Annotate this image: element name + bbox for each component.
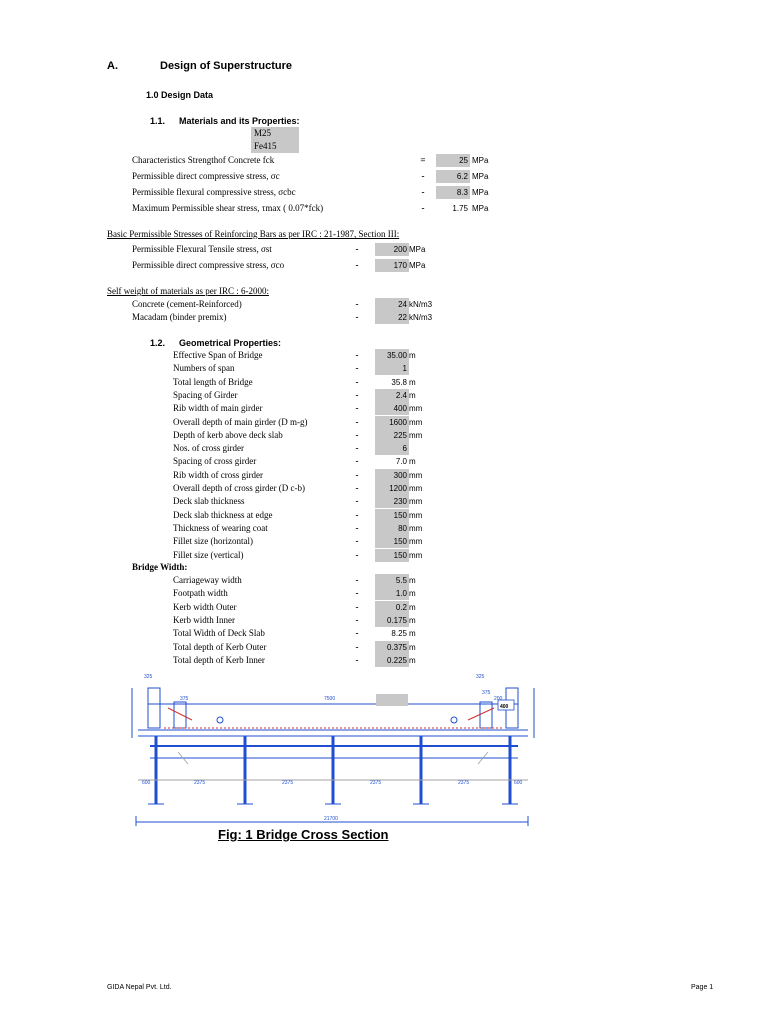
table-row [0, 389, 768, 402]
row-label: Kerb width Outer [173, 601, 237, 612]
row-unit: m [409, 457, 416, 467]
row-unit: m [409, 602, 416, 612]
dim-gap-4: 2375 [370, 780, 382, 786]
row-label: Rib width of main girder [173, 403, 263, 414]
row-unit: MPa [472, 172, 489, 181]
dim-bottom-total: 21700 [324, 816, 338, 822]
row-value: 6.2 [436, 170, 470, 183]
row-label: Deck slab thickness [173, 496, 245, 507]
row-operator: - [421, 187, 425, 197]
row-value: 225 [375, 429, 409, 442]
row-value: 2.4 [375, 389, 409, 402]
row-label: Maximum Permissible shear stress, τmax ( 0.07*fck) [132, 203, 324, 213]
row-label: Macadam (binder premix) [132, 312, 227, 322]
row-value: 400 [375, 402, 409, 415]
row-operator: - [355, 260, 359, 270]
row-operator: - [355, 641, 359, 652]
row-operator: - [355, 403, 359, 414]
table-row [0, 469, 768, 482]
row-unit: MPa [409, 245, 426, 254]
row-unit: kN/m3 [409, 313, 433, 322]
row-unit: m [409, 629, 416, 639]
row-operator: - [355, 588, 359, 599]
row-operator: - [421, 171, 425, 181]
row-unit: m [409, 655, 416, 665]
footer-page: Page 1 [691, 984, 714, 991]
table-row [0, 535, 768, 548]
table-row [0, 362, 768, 375]
table-row [0, 495, 768, 508]
table-row [0, 509, 768, 522]
geometry-title: Geometrical Properties: [179, 338, 282, 348]
row-operator: - [355, 509, 359, 520]
row-value: 22 [375, 311, 409, 324]
row-value: 35.8 [391, 377, 407, 387]
row-label: Total Width of Deck Slab [173, 628, 265, 639]
dim-top-left: 325 [144, 674, 153, 680]
dim-gap-5: 2375 [458, 780, 470, 786]
row-label: Permissible direct compressive stress, σco [132, 260, 285, 270]
row-operator: - [355, 376, 359, 387]
row-operator: - [355, 522, 359, 533]
row-label: Total depth of Kerb Outer [173, 641, 267, 652]
materials-title: Materials and its Properties: [179, 116, 300, 126]
row-value: 1.75 [452, 204, 468, 213]
row-value: 6 [375, 442, 409, 455]
row-value: 80 [375, 522, 409, 535]
row-value: 150 [375, 549, 409, 562]
row-unit: kN/m3 [409, 300, 433, 309]
table-row [0, 614, 768, 627]
table-row [0, 259, 768, 272]
row-label: Deck slab thickness at edge [173, 509, 273, 520]
row-label: Spacing of Girder [173, 389, 238, 400]
table-row [0, 202, 768, 215]
row-operator: - [355, 549, 359, 560]
row-label: Carriageway width [173, 575, 242, 585]
row-label: Kerb width Inner [173, 614, 235, 625]
table-row [0, 170, 768, 183]
table-row [0, 416, 768, 429]
row-unit: MPa [472, 188, 489, 197]
row-label: Spacing of cross girder [173, 456, 257, 467]
row-label: Total length of Bridge [173, 376, 253, 387]
row-value: 300 [375, 469, 409, 482]
materials-num: 1.1. [150, 116, 166, 126]
row-unit: mm [409, 523, 423, 533]
table-row [0, 349, 768, 362]
row-label: Overall depth of main girder (D m-g) [173, 416, 308, 427]
row-unit: m [409, 642, 416, 652]
row-value: 150 [375, 509, 409, 522]
row-value: 1600 [375, 416, 409, 429]
row-operator: - [355, 536, 359, 547]
row-unit: mm [409, 484, 423, 493]
row-operator: - [355, 628, 359, 639]
row-value: 200 [375, 243, 409, 256]
row-label: Permissible direct compressive stress, σc [132, 171, 280, 181]
row-unit: MPa [472, 156, 489, 165]
row-value: 1.0 [375, 587, 409, 600]
row-label: Numbers of span [173, 363, 235, 374]
table-row [0, 376, 768, 389]
row-label: Depth of kerb above deck slab [173, 429, 283, 440]
table-row [0, 402, 768, 415]
design-data-title: 1.0 Design Data [146, 90, 214, 100]
row-value: 35.00 [375, 349, 409, 362]
row-value: 170 [375, 259, 409, 272]
row-label: Thickness of wearing coat [173, 522, 268, 533]
row-operator: - [355, 601, 359, 612]
row-value: 0.2 [375, 601, 409, 614]
dim-375-right: 375 [482, 690, 491, 696]
table-row [0, 243, 768, 256]
row-value: 0.375 [375, 641, 409, 654]
row-label: Nos. of cross girder [173, 443, 244, 454]
footer-company: GIDA Nepal Pvt. Ltd. [107, 984, 172, 991]
row-unit: MPa [409, 261, 426, 270]
row-value: 0.225 [375, 654, 409, 667]
bridge-width-title: Bridge Width: [132, 562, 188, 572]
row-operator: - [421, 203, 425, 213]
row-unit: mm [409, 510, 423, 520]
row-label: Total depth of Kerb Inner [173, 654, 265, 665]
table-row [0, 429, 768, 442]
row-unit: mm [409, 537, 423, 547]
row-operator: - [355, 363, 359, 374]
table-row [0, 186, 768, 199]
row-value: 7.0 [395, 457, 407, 467]
row-label: Footpath width [173, 588, 228, 599]
self-weight-heading: Self weight of materials as per IRC : 6-2000: [107, 286, 269, 296]
grade-concrete: M25 [251, 127, 299, 140]
row-operator: - [355, 389, 359, 400]
table-row [0, 522, 768, 535]
row-label: Concrete (cement-Reinforced) [132, 299, 242, 309]
row-label: Permissible flexural compressive stress, σcbc [132, 187, 296, 197]
dim-gap-2: 2375 [194, 780, 206, 786]
row-label: Overall depth of cross girder (D c-b) [173, 483, 305, 493]
row-unit: m [409, 351, 416, 360]
row-value: 1200 [375, 482, 409, 495]
dim-top-mid: 7500 [324, 696, 336, 702]
table-row [0, 627, 768, 640]
row-unit: mm [409, 417, 423, 427]
row-operator: - [355, 575, 359, 585]
dim-gap-6: 600 [514, 780, 523, 786]
row-value: 5.5 [375, 574, 409, 587]
row-operator: = [420, 155, 426, 165]
row-operator: - [355, 350, 359, 360]
section-letter: A. [107, 60, 118, 72]
row-operator: - [355, 496, 359, 507]
table-row [0, 587, 768, 600]
row-value: 150 [375, 535, 409, 548]
table-row [0, 641, 768, 654]
row-operator: - [355, 456, 359, 467]
section-title: Design of Superstructure [160, 60, 293, 72]
row-operator: - [355, 312, 359, 322]
table-row [0, 549, 768, 562]
row-value: 8.25 [391, 629, 407, 639]
table-row [0, 654, 768, 667]
row-label: Rib width of cross girder [173, 469, 263, 480]
geometry-num: 1.2. [150, 338, 166, 348]
row-unit: m [409, 615, 416, 625]
row-operator: - [355, 299, 359, 309]
row-label: Fillet size (vertical) [173, 549, 244, 560]
reinforcing-heading: Basic Permissible Stresses of Reinforcing Bars as per IRC : 21-1987, Section III: [107, 229, 400, 239]
row-unit: m [409, 589, 416, 599]
row-unit: mm [409, 470, 423, 480]
row-unit: mm [409, 497, 423, 507]
row-unit: MPa [472, 204, 489, 213]
row-operator: - [355, 443, 359, 454]
table-row [0, 482, 768, 495]
row-label: Characteristics Strengthof Concrete fck [132, 155, 275, 165]
table-row [0, 601, 768, 614]
row-operator: - [355, 469, 359, 480]
row-operator: - [355, 654, 359, 665]
table-row [0, 298, 768, 311]
row-value: 1 [375, 362, 409, 375]
row-unit: m [409, 576, 416, 585]
table-row [0, 442, 768, 455]
row-value: 0.175 [375, 614, 409, 627]
dim-gap-3: 2375 [282, 780, 294, 786]
row-unit: mm [409, 550, 423, 560]
table-row [0, 154, 768, 167]
bridge-cross-section-drawing [128, 668, 548, 828]
row-operator: - [355, 614, 359, 625]
row-label: Permissible Flexural Tensile stress, σst [132, 244, 272, 254]
row-value: 25 [436, 154, 470, 167]
row-operator: - [355, 416, 359, 427]
row-unit: m [409, 377, 416, 387]
row-label: Fillet size (horizontal) [173, 536, 253, 547]
row-value: 24 [375, 298, 409, 311]
table-row [0, 311, 768, 324]
row-unit: mm [409, 430, 423, 440]
dim-375-left: 375 [180, 696, 189, 702]
row-value: 230 [375, 495, 409, 508]
row-label: Effective Span of Bridge [173, 350, 263, 360]
dim-400: 400 [500, 704, 509, 710]
grade-steel: Fe415 [251, 140, 299, 153]
row-operator: - [355, 244, 359, 254]
dim-gap-1: 600 [142, 780, 151, 786]
dim-top-right: 325 [476, 674, 485, 680]
table-row [0, 574, 768, 587]
row-operator: - [355, 483, 359, 493]
dim-200: 200 [494, 696, 503, 702]
row-unit: m [409, 390, 416, 400]
figure-caption: Fig: 1 Bridge Cross Section [218, 827, 389, 842]
table-row [0, 455, 768, 468]
row-unit: mm [409, 404, 423, 414]
row-value: 8.3 [436, 186, 470, 199]
row-operator: - [355, 429, 359, 440]
